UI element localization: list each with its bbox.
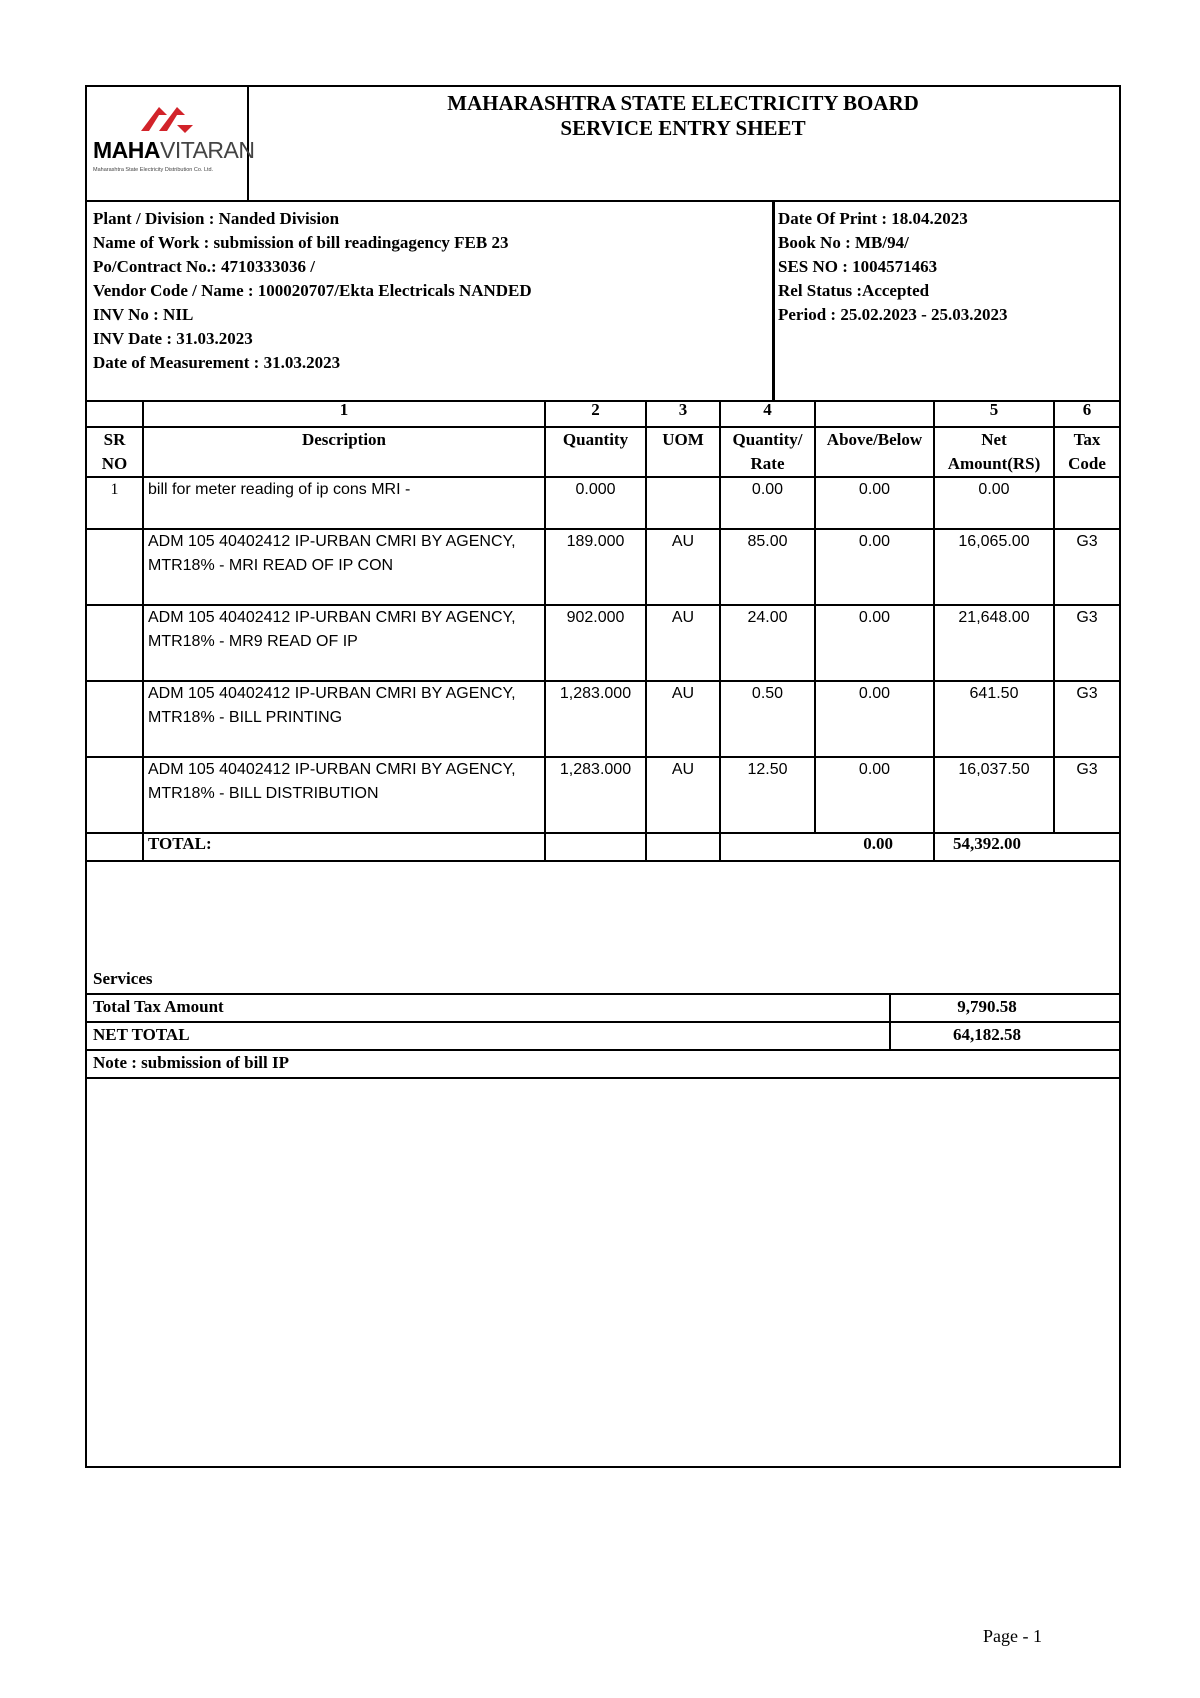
- service-entry-sheet: [85, 85, 1121, 1468]
- info-divider: [772, 200, 775, 400]
- table-row: [87, 757, 1119, 833]
- plant-division: Plant / Division : Nanded Division: [93, 209, 340, 228]
- rate: 0.50: [720, 681, 815, 757]
- title-line-1: MAHARASHTRA STATE ELECTRICITY BOARD: [447, 91, 919, 115]
- sr-no: [87, 605, 143, 681]
- net-amount: 16,037.50: [934, 757, 1054, 833]
- ses-no: SES NO : 1004571463: [778, 257, 938, 276]
- logo: [87, 87, 255, 200]
- net-amount: 16,065.00: [934, 529, 1054, 605]
- po-contract-no: Po/Contract No.: 4710333036 /: [93, 257, 315, 276]
- sr-no: [87, 757, 143, 833]
- total-blank: [545, 833, 646, 861]
- sheet-header: [87, 87, 1119, 202]
- header-above-below: Above/Below: [815, 427, 934, 477]
- header-uom: UOM: [646, 427, 720, 477]
- uom: AU: [646, 681, 720, 757]
- table-row: [87, 605, 1119, 681]
- above-below: 0.00: [815, 757, 934, 833]
- net-amount: 21,648.00: [934, 605, 1054, 681]
- col-number: 6: [1054, 400, 1119, 427]
- note-row: [87, 1051, 1119, 1079]
- quantity: 189.000: [545, 529, 646, 605]
- col-number: 5: [934, 400, 1054, 427]
- description: ADM 105 40402412 IP-URBAN CMRI BY AGENCY, MTR18% - BILL PRINTING: [143, 681, 545, 757]
- info-right: [778, 207, 1007, 327]
- uom: AU: [646, 757, 720, 833]
- rel-status: Rel Status :Accepted: [778, 281, 930, 300]
- quantity: 902.000: [545, 605, 646, 681]
- total-tax-value: 9,790.58: [957, 997, 1017, 1016]
- table-row: [87, 681, 1119, 757]
- uom: AU: [646, 605, 720, 681]
- tax-code: G3: [1054, 605, 1119, 681]
- col-number: 2: [545, 400, 646, 427]
- document-title: [247, 87, 1119, 141]
- header-net-amount: Net Amount(RS): [934, 427, 1054, 477]
- quantity: 1,283.000: [545, 681, 646, 757]
- description: bill for meter reading of ip cons MRI -: [143, 477, 545, 529]
- date-of-measurement: Date of Measurement : 31.03.2023: [93, 353, 341, 372]
- note-text: Note : submission of bill IP: [93, 1053, 289, 1072]
- row-separator: [889, 995, 891, 1021]
- col-number: [815, 400, 934, 427]
- above-below: 0.00: [815, 477, 934, 529]
- above-below: 0.00: [815, 529, 934, 605]
- page-number: Page - 1: [983, 1626, 1042, 1646]
- total-blank: [646, 833, 720, 861]
- services-row: [87, 967, 1119, 995]
- col-number: [87, 400, 143, 427]
- vendor-code-name: Vendor Code / Name : 100020707/Ekta Electricals NANDED: [93, 281, 532, 300]
- inv-date: INV Date : 31.03.2023: [93, 329, 253, 348]
- net-amount: 0.00: [934, 477, 1054, 529]
- mahavitaran-logo-icon: [137, 101, 197, 135]
- period: Period : 25.02.2023 - 25.03.2023: [778, 305, 1008, 324]
- rate: 85.00: [720, 529, 815, 605]
- uom: AU: [646, 529, 720, 605]
- col-number: 3: [646, 400, 720, 427]
- net-total-row: [87, 1023, 1119, 1051]
- sr-no: [87, 681, 143, 757]
- total-tax-label: Total Tax Amount: [93, 997, 224, 1016]
- total-row: [87, 833, 1119, 861]
- header-tax-code: Tax Code: [1054, 427, 1119, 477]
- table-row: [87, 529, 1119, 605]
- tax-code: G3: [1054, 529, 1119, 605]
- col-number: 1: [143, 400, 545, 427]
- total-net-amount: 54,392.00: [934, 833, 1119, 861]
- above-below: 0.00: [815, 605, 934, 681]
- total-tax-row: [87, 995, 1119, 1023]
- above-below: 0.00: [815, 681, 934, 757]
- services-label: Services: [93, 969, 153, 988]
- header-rate: Quantity/ Rate: [720, 427, 815, 477]
- info-block: [87, 200, 1119, 402]
- quantity: 0.000: [545, 477, 646, 529]
- rate: 24.00: [720, 605, 815, 681]
- tax-code: G3: [1054, 681, 1119, 757]
- quantity: 1,283.000: [545, 757, 646, 833]
- date-of-print: Date Of Print : 18.04.2023: [778, 209, 968, 228]
- sr-no: [87, 529, 143, 605]
- inv-no: INV No : NIL: [93, 305, 194, 324]
- description: ADM 105 40402412 IP-URBAN CMRI BY AGENCY, MTR18% - MRI READ OF IP CON: [143, 529, 545, 605]
- net-amount: 641.50: [934, 681, 1054, 757]
- header-description: Description: [143, 427, 545, 477]
- col-number: 4: [720, 400, 815, 427]
- description: ADM 105 40402412 IP-URBAN CMRI BY AGENCY, MTR18% - BILL DISTRIBUTION: [143, 757, 545, 833]
- header-quantity: Quantity: [545, 427, 646, 477]
- header-row: [87, 427, 1119, 477]
- table-row: [87, 477, 1119, 529]
- tax-code: G3: [1054, 757, 1119, 833]
- total-label: TOTAL:: [143, 833, 545, 861]
- uom: [646, 477, 720, 529]
- rate: 0.00: [720, 477, 815, 529]
- book-no: Book No : MB/94/: [778, 233, 909, 252]
- net-total-value: 64,182.58: [953, 1025, 1021, 1044]
- row-separator: [889, 1023, 891, 1049]
- total-blank: [87, 833, 143, 861]
- column-number-row: [87, 400, 1119, 427]
- logo-subtext: Maharashtra State Electricity Distribution Co. Ltd.: [93, 167, 214, 173]
- title-line-2: SERVICE ENTRY SHEET: [560, 116, 806, 140]
- name-of-work: Name of Work : submission of bill readingagency FEB 23: [93, 233, 509, 252]
- description: ADM 105 40402412 IP-URBAN CMRI BY AGENCY, MTR18% - MR9 READ OF IP: [143, 605, 545, 681]
- header-sr-no: SR NO: [87, 427, 143, 477]
- info-left: [93, 207, 773, 375]
- logo-text: MAHAVITARAN: [93, 137, 255, 163]
- tax-code: [1054, 477, 1119, 529]
- items-table: [87, 400, 1119, 862]
- net-total-label: NET TOTAL: [93, 1025, 190, 1044]
- rate: 12.50: [720, 757, 815, 833]
- total-above-below: 0.00: [720, 833, 934, 861]
- sr-no: 1: [87, 477, 143, 529]
